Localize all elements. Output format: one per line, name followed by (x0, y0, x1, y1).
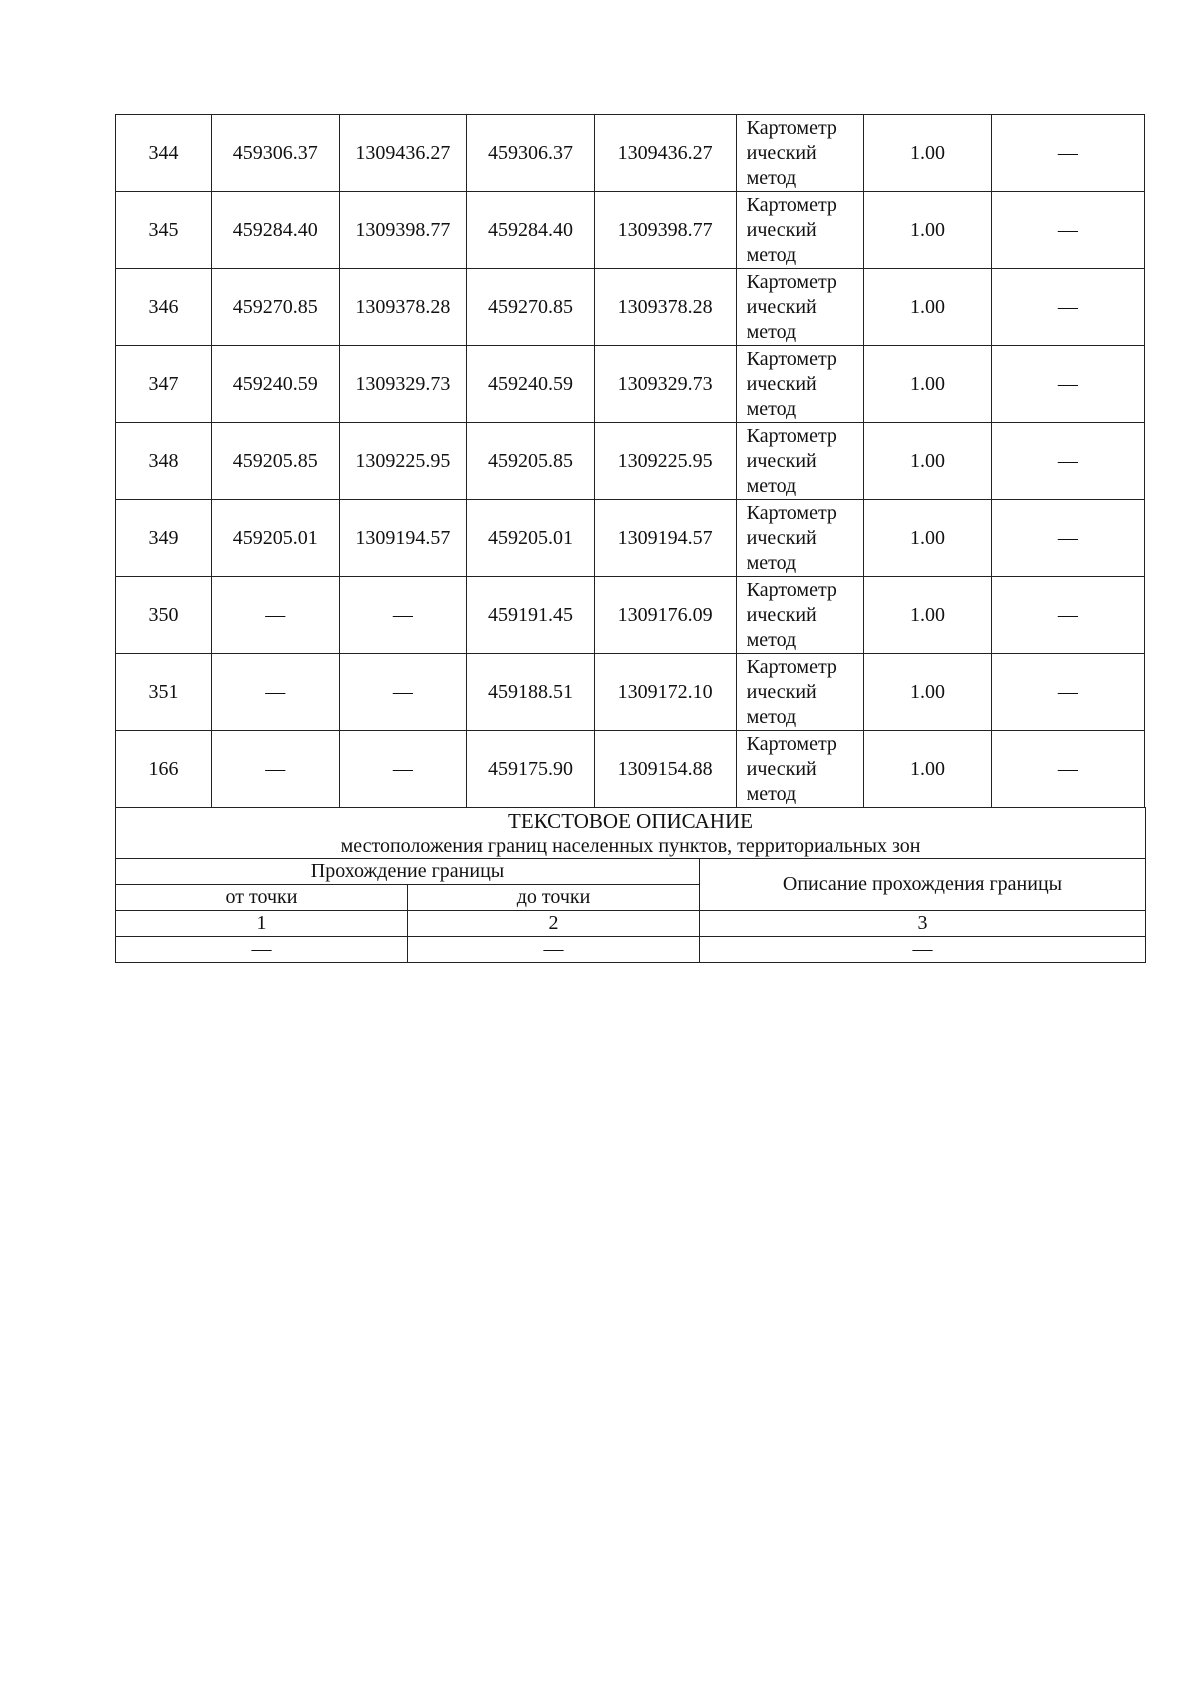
point-number-cell: 349 (116, 500, 212, 577)
accuracy-cell: 1.00 (864, 654, 992, 731)
method-text-line: ический (746, 295, 817, 318)
existing-x-cell: 459270.85 (211, 269, 339, 346)
method-cell (736, 192, 864, 269)
point-number-cell: 350 (116, 577, 212, 654)
point-number-cell: 166 (116, 731, 212, 808)
refined-y-cell: 1309154.88 (594, 731, 736, 808)
description-row (116, 936, 1146, 962)
column-number-3: 3 (700, 910, 1146, 936)
method-text-line: метод (746, 705, 797, 728)
note-cell: — (991, 500, 1144, 577)
column-number-row (116, 910, 1146, 936)
coordinates-table-body (116, 115, 1145, 808)
table-row (116, 192, 1145, 269)
refined-x-cell: 459240.59 (467, 346, 595, 423)
point-number-cell: 345 (116, 192, 212, 269)
description-header-row (116, 858, 1146, 884)
refined-x-cell: 459284.40 (467, 192, 595, 269)
note-cell: — (991, 346, 1144, 423)
existing-y-cell: — (339, 654, 467, 731)
method-text-line: метод (746, 397, 797, 420)
method-text-line: ический (746, 757, 817, 780)
existing-y-cell: 1309225.95 (339, 423, 467, 500)
existing-y-cell: 1309378.28 (339, 269, 467, 346)
method-cell (736, 577, 864, 654)
refined-y-cell: 1309398.77 (594, 192, 736, 269)
method-text-line: метод (746, 243, 797, 266)
method-text-line: метод (746, 628, 797, 651)
accuracy-cell: 1.00 (864, 115, 992, 192)
point-number-cell: 346 (116, 269, 212, 346)
existing-x-cell: — (211, 577, 339, 654)
point-number-cell: 351 (116, 654, 212, 731)
existing-y-cell: 1309436.27 (339, 115, 467, 192)
method-text-line: ический (746, 603, 817, 626)
refined-x-cell: 459205.01 (467, 500, 595, 577)
description-title: ТЕКСТОВОЕ ОПИСАНИЕ (508, 808, 753, 833)
refined-y-cell: 1309378.28 (594, 269, 736, 346)
method-text-line: Картометр (746, 424, 837, 447)
note-cell: — (991, 115, 1144, 192)
table-row (116, 346, 1145, 423)
accuracy-cell: 1.00 (864, 192, 992, 269)
refined-x-cell: 459191.45 (467, 577, 595, 654)
description-subtitle: местоположения границ населенных пунктов, территориальных зон (340, 834, 921, 857)
note-cell: — (991, 654, 1144, 731)
table-row (116, 577, 1145, 654)
description-title-row (116, 807, 1146, 858)
method-text-line: ический (746, 449, 817, 472)
passage-header: Прохождение границы (116, 858, 700, 884)
existing-y-cell: 1309398.77 (339, 192, 467, 269)
from-point-header: от точки (116, 884, 408, 910)
existing-y-cell: 1309329.73 (339, 346, 467, 423)
refined-x-cell: 459188.51 (467, 654, 595, 731)
to-point-header: до точки (408, 884, 700, 910)
refined-x-cell: 459306.37 (467, 115, 595, 192)
refined-y-cell: 1309225.95 (594, 423, 736, 500)
method-text-line: Картометр (746, 193, 837, 216)
method-cell (736, 346, 864, 423)
refined-y-cell: 1309172.10 (594, 654, 736, 731)
existing-x-cell: 459240.59 (211, 346, 339, 423)
method-text-line: ический (746, 372, 817, 395)
table-row (116, 731, 1145, 808)
point-number-cell: 348 (116, 423, 212, 500)
refined-y-cell: 1309194.57 (594, 500, 736, 577)
text-description-table (115, 807, 1146, 963)
description-from-cell: — (116, 936, 408, 962)
method-cell (736, 115, 864, 192)
table-row (116, 423, 1145, 500)
refined-y-cell: 1309329.73 (594, 346, 736, 423)
method-text-line: Картометр (746, 578, 837, 601)
note-cell: — (991, 731, 1144, 808)
accuracy-cell: 1.00 (864, 731, 992, 808)
method-text-line: Картометр (746, 655, 837, 678)
existing-y-cell: — (339, 731, 467, 808)
refined-y-cell: 1309436.27 (594, 115, 736, 192)
method-cell (736, 500, 864, 577)
coordinates-table (115, 114, 1145, 808)
point-number-cell: 344 (116, 115, 212, 192)
existing-x-cell: 459205.85 (211, 423, 339, 500)
method-text-line: метод (746, 782, 797, 805)
description-to-cell: — (408, 936, 700, 962)
existing-y-cell: 1309194.57 (339, 500, 467, 577)
method-text-line: метод (746, 166, 797, 189)
description-text-cell: — (700, 936, 1146, 962)
method-cell (736, 269, 864, 346)
existing-x-cell: 459306.37 (211, 115, 339, 192)
method-text-line: Картометр (746, 347, 837, 370)
description-title-cell (116, 807, 1146, 858)
method-text-line: метод (746, 551, 797, 574)
table-row (116, 115, 1145, 192)
point-number-cell: 347 (116, 346, 212, 423)
note-cell: — (991, 423, 1144, 500)
method-text-line: Картометр (746, 116, 837, 139)
method-text-line: ический (746, 526, 817, 549)
method-text-line: ический (746, 141, 817, 164)
refined-x-cell: 459270.85 (467, 269, 595, 346)
method-text-line: ический (746, 218, 817, 241)
method-cell (736, 423, 864, 500)
column-number-2: 2 (408, 910, 700, 936)
existing-x-cell: — (211, 654, 339, 731)
note-cell: — (991, 577, 1144, 654)
existing-x-cell: 459205.01 (211, 500, 339, 577)
method-text-line: Картометр (746, 270, 837, 293)
refined-x-cell: 459175.90 (467, 731, 595, 808)
column-number-1: 1 (116, 910, 408, 936)
existing-x-cell: — (211, 731, 339, 808)
table-row (116, 500, 1145, 577)
table-row (116, 269, 1145, 346)
document-page (115, 114, 1145, 963)
description-header: Описание прохождения границы (700, 858, 1146, 910)
method-cell (736, 731, 864, 808)
existing-x-cell: 459284.40 (211, 192, 339, 269)
method-text-line: метод (746, 320, 797, 343)
existing-y-cell: — (339, 577, 467, 654)
method-text-line: Картометр (746, 732, 837, 755)
method-cell (736, 654, 864, 731)
note-cell: — (991, 192, 1144, 269)
refined-x-cell: 459205.85 (467, 423, 595, 500)
accuracy-cell: 1.00 (864, 269, 992, 346)
accuracy-cell: 1.00 (864, 500, 992, 577)
accuracy-cell: 1.00 (864, 577, 992, 654)
note-cell: — (991, 269, 1144, 346)
accuracy-cell: 1.00 (864, 423, 992, 500)
accuracy-cell: 1.00 (864, 346, 992, 423)
refined-y-cell: 1309176.09 (594, 577, 736, 654)
method-text-line: ический (746, 680, 817, 703)
method-text-line: метод (746, 474, 797, 497)
table-row (116, 654, 1145, 731)
method-text-line: Картометр (746, 501, 837, 524)
